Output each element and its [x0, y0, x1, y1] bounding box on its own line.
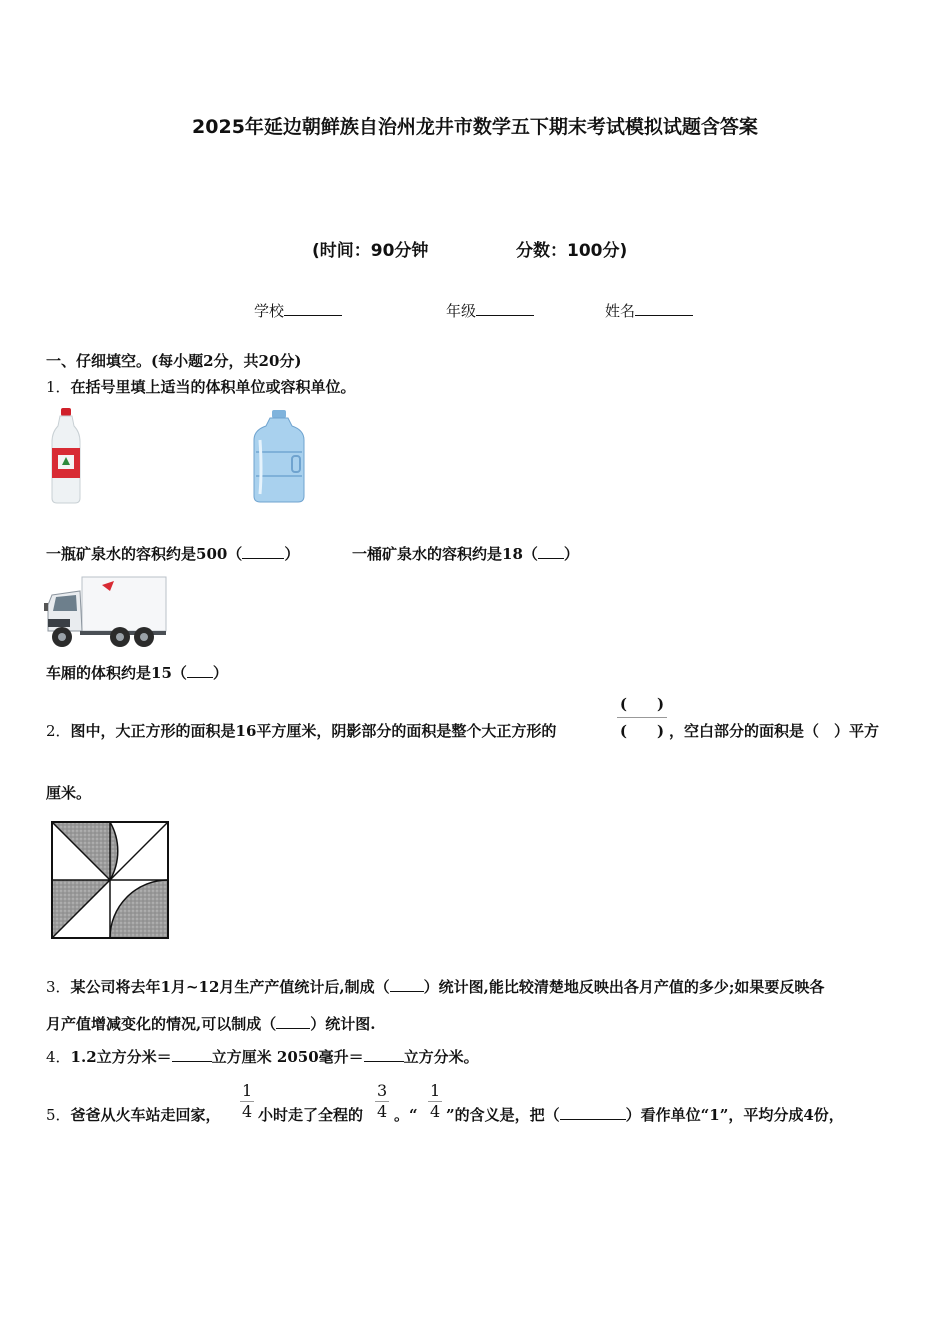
question-number: 3．	[46, 978, 71, 996]
fraction-numerator: 3	[377, 1081, 388, 1100]
shaded-region-bottom-right	[110, 880, 168, 938]
fraction-numerator: 1	[242, 1081, 253, 1100]
fraction-denominator: 4	[377, 1102, 388, 1121]
grade-label: 年级	[446, 302, 477, 320]
answer-blank-e[interactable]	[276, 1015, 310, 1029]
question-number: 2．	[46, 722, 71, 740]
section-heading: 一、仔细填空。(每小题2分，共20分)	[46, 352, 302, 370]
q4-text-c: 立方分米。	[403, 1048, 479, 1066]
q4-text-b: 立方厘米 2050毫升＝	[211, 1048, 364, 1066]
q4-text-a: 1.2立方分米＝	[70, 1048, 172, 1066]
question-3-line-2	[46, 1013, 375, 1034]
q5-fraction-2	[375, 1081, 389, 1122]
q5-text-b: 小时走了全程的	[258, 1106, 364, 1124]
question-3-line-1	[46, 976, 824, 997]
fraction-denominator: ( )	[619, 722, 665, 740]
fraction-denominator: 4	[242, 1102, 253, 1121]
water-jug-image	[252, 410, 306, 504]
fraction-denominator: 4	[430, 1102, 441, 1121]
q1-line-c-text: 车厢的体积约是15（	[46, 664, 187, 682]
q5-text-e: ）看作单位“1”，平均分成4份，	[625, 1106, 844, 1124]
answer-blank-g[interactable]	[364, 1048, 404, 1062]
q1-line-a-text: 一瓶矿泉水的容积约是500（	[46, 545, 243, 563]
q1-line-b-end: ）	[563, 545, 579, 563]
time-label: (时间：90分钟	[312, 241, 429, 261]
q2-text-b: ，空白部分的面积是（ ）平方	[669, 722, 880, 740]
fraction-numerator: ( )	[617, 693, 667, 718]
answer-blank-a[interactable]	[242, 545, 284, 559]
q2-fraction[interactable]	[617, 693, 667, 741]
q1-line-c	[46, 662, 228, 683]
truck-image	[44, 575, 168, 649]
q5-text-a: 爸爸从火车站走回家，	[70, 1106, 221, 1124]
q3-text-d: ）统计图.	[310, 1015, 376, 1033]
q2-text-a: 图中，大正方形的面积是16平方厘米，阴影部分的面积是整个大正方形的	[70, 722, 557, 740]
square-diagram	[48, 818, 172, 942]
name-field	[605, 300, 693, 321]
answer-blank-d[interactable]	[390, 978, 424, 992]
answer-blank-b[interactable]	[538, 545, 564, 559]
name-blank[interactable]	[635, 301, 693, 316]
q5-text-c: 。“	[394, 1106, 418, 1124]
grade-blank[interactable]	[476, 301, 534, 316]
school-label: 学校	[254, 302, 285, 320]
page-title: 2025年延边朝鲜族自治州龙井市数学五下期末考试模拟试题含答案	[192, 116, 758, 138]
answer-blank-f[interactable]	[172, 1048, 212, 1062]
question-number: 1．	[46, 378, 71, 396]
answer-blank-h[interactable]	[560, 1106, 626, 1120]
q5-text-d-line	[446, 1104, 844, 1125]
q3-text-a: 某公司将去年1月~12月生产产值统计后,制成（	[70, 978, 390, 996]
school-field	[254, 300, 342, 321]
q5-fraction-3	[428, 1081, 442, 1122]
fraction-numerator: 1	[430, 1081, 441, 1100]
q5-text-d: ”的含义是，把（	[446, 1106, 560, 1124]
q1-line-a-end: ）	[284, 545, 300, 563]
q2-text-c: 厘米。	[46, 784, 92, 802]
question-number: 5．	[46, 1106, 71, 1124]
question-4	[46, 1046, 479, 1067]
school-blank[interactable]	[284, 301, 342, 316]
score-label: 分数：100分)	[516, 241, 628, 261]
question-number: 4．	[46, 1048, 71, 1066]
question-2	[46, 720, 556, 741]
question-text: 在括号里填上适当的体积单位或容积单位。	[70, 378, 356, 396]
question-5	[46, 1104, 221, 1125]
name-label: 姓名	[605, 302, 636, 320]
q1-line-b	[352, 543, 579, 564]
answer-blank-c[interactable]	[187, 664, 213, 678]
q3-text-c: 月产值增减变化的情况,可以制成（	[46, 1015, 277, 1033]
q1-line-c-end: ）	[212, 664, 228, 682]
q3-text-b: ）统计图,能比较清楚地反映出各月产值的多少;如果要反映各	[423, 978, 825, 996]
question-1	[46, 376, 356, 397]
q1-line-b-text: 一桶矿泉水的容积约是18（	[352, 545, 538, 563]
grade-field	[446, 300, 534, 321]
q1-line-a	[46, 543, 299, 564]
q5-fraction-1	[240, 1081, 254, 1122]
water-bottle-image	[50, 408, 82, 504]
